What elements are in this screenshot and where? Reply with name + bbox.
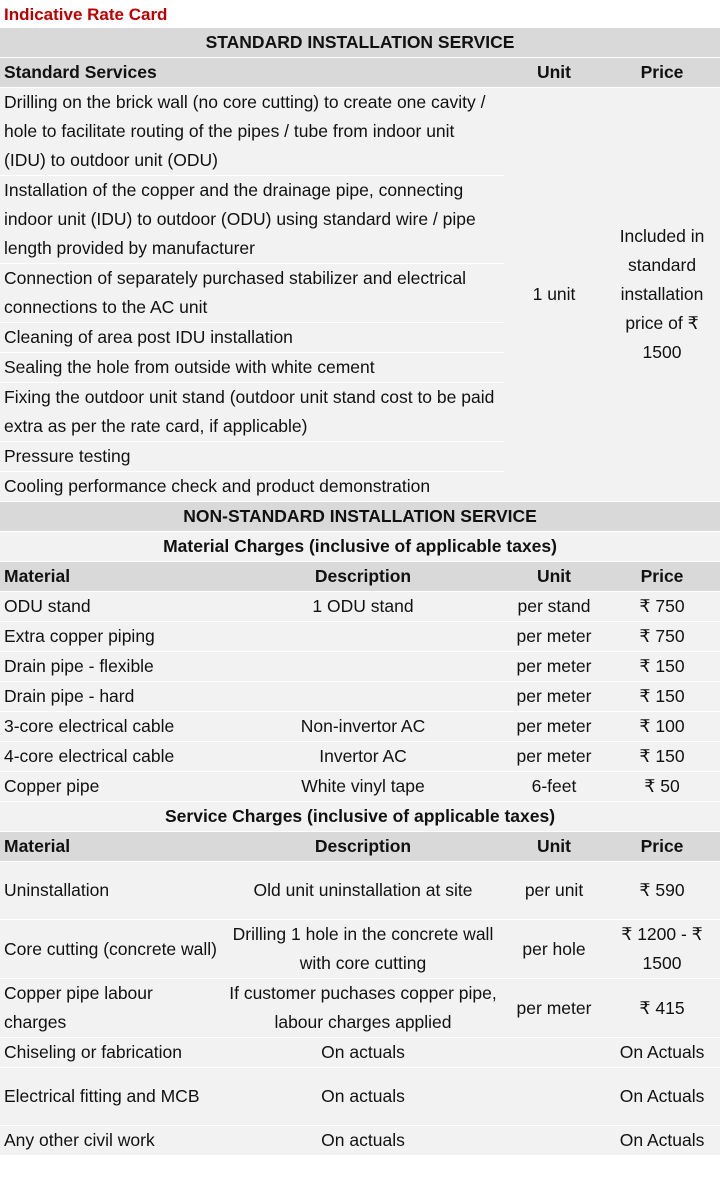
- table-row: [0, 1068, 720, 1126]
- price-cell: ₹ 415: [604, 979, 720, 1038]
- description-cell: [222, 622, 504, 652]
- standard-service-item: Fixing the outdoor unit stand (outdoor unit stand cost to be paid extra as per the rate card, if applicable): [0, 383, 504, 442]
- description-cell: On actuals: [222, 1068, 504, 1126]
- material-cell: Chiseling or fabrication: [0, 1038, 222, 1068]
- table-row: [0, 772, 720, 802]
- nonstandard-section-header: [0, 502, 720, 532]
- price-cell: ₹ 150: [604, 742, 720, 772]
- unit-cell: 6-feet: [504, 772, 604, 802]
- description-cell: [222, 652, 504, 682]
- table-row: [0, 682, 720, 712]
- material-cell: Copper pipe labour charges: [0, 979, 222, 1038]
- standard-service-item: Cooling performance check and product demonstration: [0, 472, 504, 502]
- unit-cell: [504, 1068, 604, 1126]
- material-cell: Any other civil work: [0, 1126, 222, 1156]
- col-price: Price: [604, 832, 720, 862]
- material-column-header-row: [0, 562, 720, 592]
- material-cell: Extra copper piping: [0, 622, 222, 652]
- table-row: [0, 1038, 720, 1068]
- standard-service-item: Installation of the copper and the drainage pipe, connecting indoor unit (IDU) to outdoor (ODU) using standard wire / pipe length provided by manufacturer: [0, 176, 504, 264]
- service-charges-heading: Service Charges (inclusive of applicable taxes): [0, 802, 720, 832]
- price-cell: ₹ 150: [604, 682, 720, 712]
- col-description: Description: [222, 562, 504, 592]
- material-cell: Copper pipe: [0, 772, 222, 802]
- unit-cell: per hole: [504, 920, 604, 979]
- price-cell: On Actuals: [604, 1126, 720, 1156]
- table-row: [0, 742, 720, 772]
- price-cell: ₹ 150: [604, 652, 720, 682]
- price-cell: On Actuals: [604, 1068, 720, 1126]
- col-material: Material: [0, 562, 222, 592]
- nonstandard-heading: NON-STANDARD INSTALLATION SERVICE: [0, 502, 720, 532]
- table-row: [0, 920, 720, 979]
- unit-cell: per meter: [504, 682, 604, 712]
- unit-cell: per meter: [504, 742, 604, 772]
- price-cell: On Actuals: [604, 1038, 720, 1068]
- material-cell: ODU stand: [0, 592, 222, 622]
- table-row: [0, 622, 720, 652]
- col-unit: Unit: [504, 562, 604, 592]
- page-title: Indicative Rate Card: [4, 5, 168, 24]
- material-charges-header: [0, 532, 720, 562]
- standard-heading: STANDARD INSTALLATION SERVICE: [0, 28, 720, 58]
- unit-cell: per meter: [504, 652, 604, 682]
- description-cell: [222, 682, 504, 712]
- description-cell: Invertor AC: [222, 742, 504, 772]
- col-material: Material: [0, 832, 222, 862]
- unit-cell: per stand: [504, 592, 604, 622]
- standard-section-header: [0, 28, 720, 58]
- price-cell: ₹ 100: [604, 712, 720, 742]
- description-cell: Old unit uninstallation at site: [222, 862, 504, 920]
- material-cell: Electrical fitting and MCB: [0, 1068, 222, 1126]
- col-unit: Unit: [504, 58, 604, 88]
- material-cell: Drain pipe - hard: [0, 682, 222, 712]
- unit-cell: per meter: [504, 979, 604, 1038]
- service-charges-header: [0, 802, 720, 832]
- description-cell: Non-invertor AC: [222, 712, 504, 742]
- standard-service-item: Sealing the hole from outside with white cement: [0, 353, 504, 383]
- service-column-header-row: [0, 832, 720, 862]
- standard-price-value: Included in standard installation price of ₹ 1500: [604, 88, 720, 502]
- description-cell: 1 ODU stand: [222, 592, 504, 622]
- description-cell: On actuals: [222, 1038, 504, 1068]
- table-row: [0, 979, 720, 1038]
- material-cell: 3-core electrical cable: [0, 712, 222, 742]
- table-row: [0, 862, 720, 920]
- standard-service-item: Cleaning of area post IDU installation: [0, 323, 504, 353]
- standard-service-item: Pressure testing: [0, 442, 504, 472]
- price-cell: ₹ 50: [604, 772, 720, 802]
- rate-card-table: [0, 28, 720, 1156]
- table-row: [0, 712, 720, 742]
- description-cell: Drilling 1 hole in the concrete wall with core cutting: [222, 920, 504, 979]
- description-cell: If customer puchases copper pipe, labour charges applied: [222, 979, 504, 1038]
- standard-unit-value: 1 unit: [504, 88, 604, 502]
- material-cell: Core cutting (concrete wall): [0, 920, 222, 979]
- col-price: Price: [604, 58, 720, 88]
- material-cell: Drain pipe - flexible: [0, 652, 222, 682]
- col-standard-services: Standard Services: [0, 58, 504, 88]
- unit-cell: per unit: [504, 862, 604, 920]
- price-cell: ₹ 750: [604, 592, 720, 622]
- unit-cell: [504, 1126, 604, 1156]
- unit-cell: per meter: [504, 622, 604, 652]
- table-row: [0, 592, 720, 622]
- table-row: [0, 652, 720, 682]
- table-row: [0, 88, 720, 176]
- price-cell: ₹ 1200 - ₹ 1500: [604, 920, 720, 979]
- unit-cell: [504, 1038, 604, 1068]
- description-cell: White vinyl tape: [222, 772, 504, 802]
- table-row: [0, 1126, 720, 1156]
- col-unit: Unit: [504, 832, 604, 862]
- col-description: Description: [222, 832, 504, 862]
- material-cell: 4-core electrical cable: [0, 742, 222, 772]
- description-cell: On actuals: [222, 1126, 504, 1156]
- price-cell: ₹ 750: [604, 622, 720, 652]
- material-cell: Uninstallation: [0, 862, 222, 920]
- material-charges-heading: Material Charges (inclusive of applicable taxes): [0, 532, 720, 562]
- standard-service-item: Drilling on the brick wall (no core cutting) to create one cavity / hole to facilitate routing of the pipes / tube from indoor unit (IDU) to outdoor unit (ODU): [0, 88, 504, 176]
- standard-service-item: Connection of separately purchased stabilizer and electrical connections to the AC unit: [0, 264, 504, 323]
- services-list: [0, 862, 720, 1156]
- materials-list: [0, 592, 720, 802]
- price-cell: ₹ 590: [604, 862, 720, 920]
- standard-column-header-row: [0, 58, 720, 88]
- col-price: Price: [604, 562, 720, 592]
- unit-cell: per meter: [504, 712, 604, 742]
